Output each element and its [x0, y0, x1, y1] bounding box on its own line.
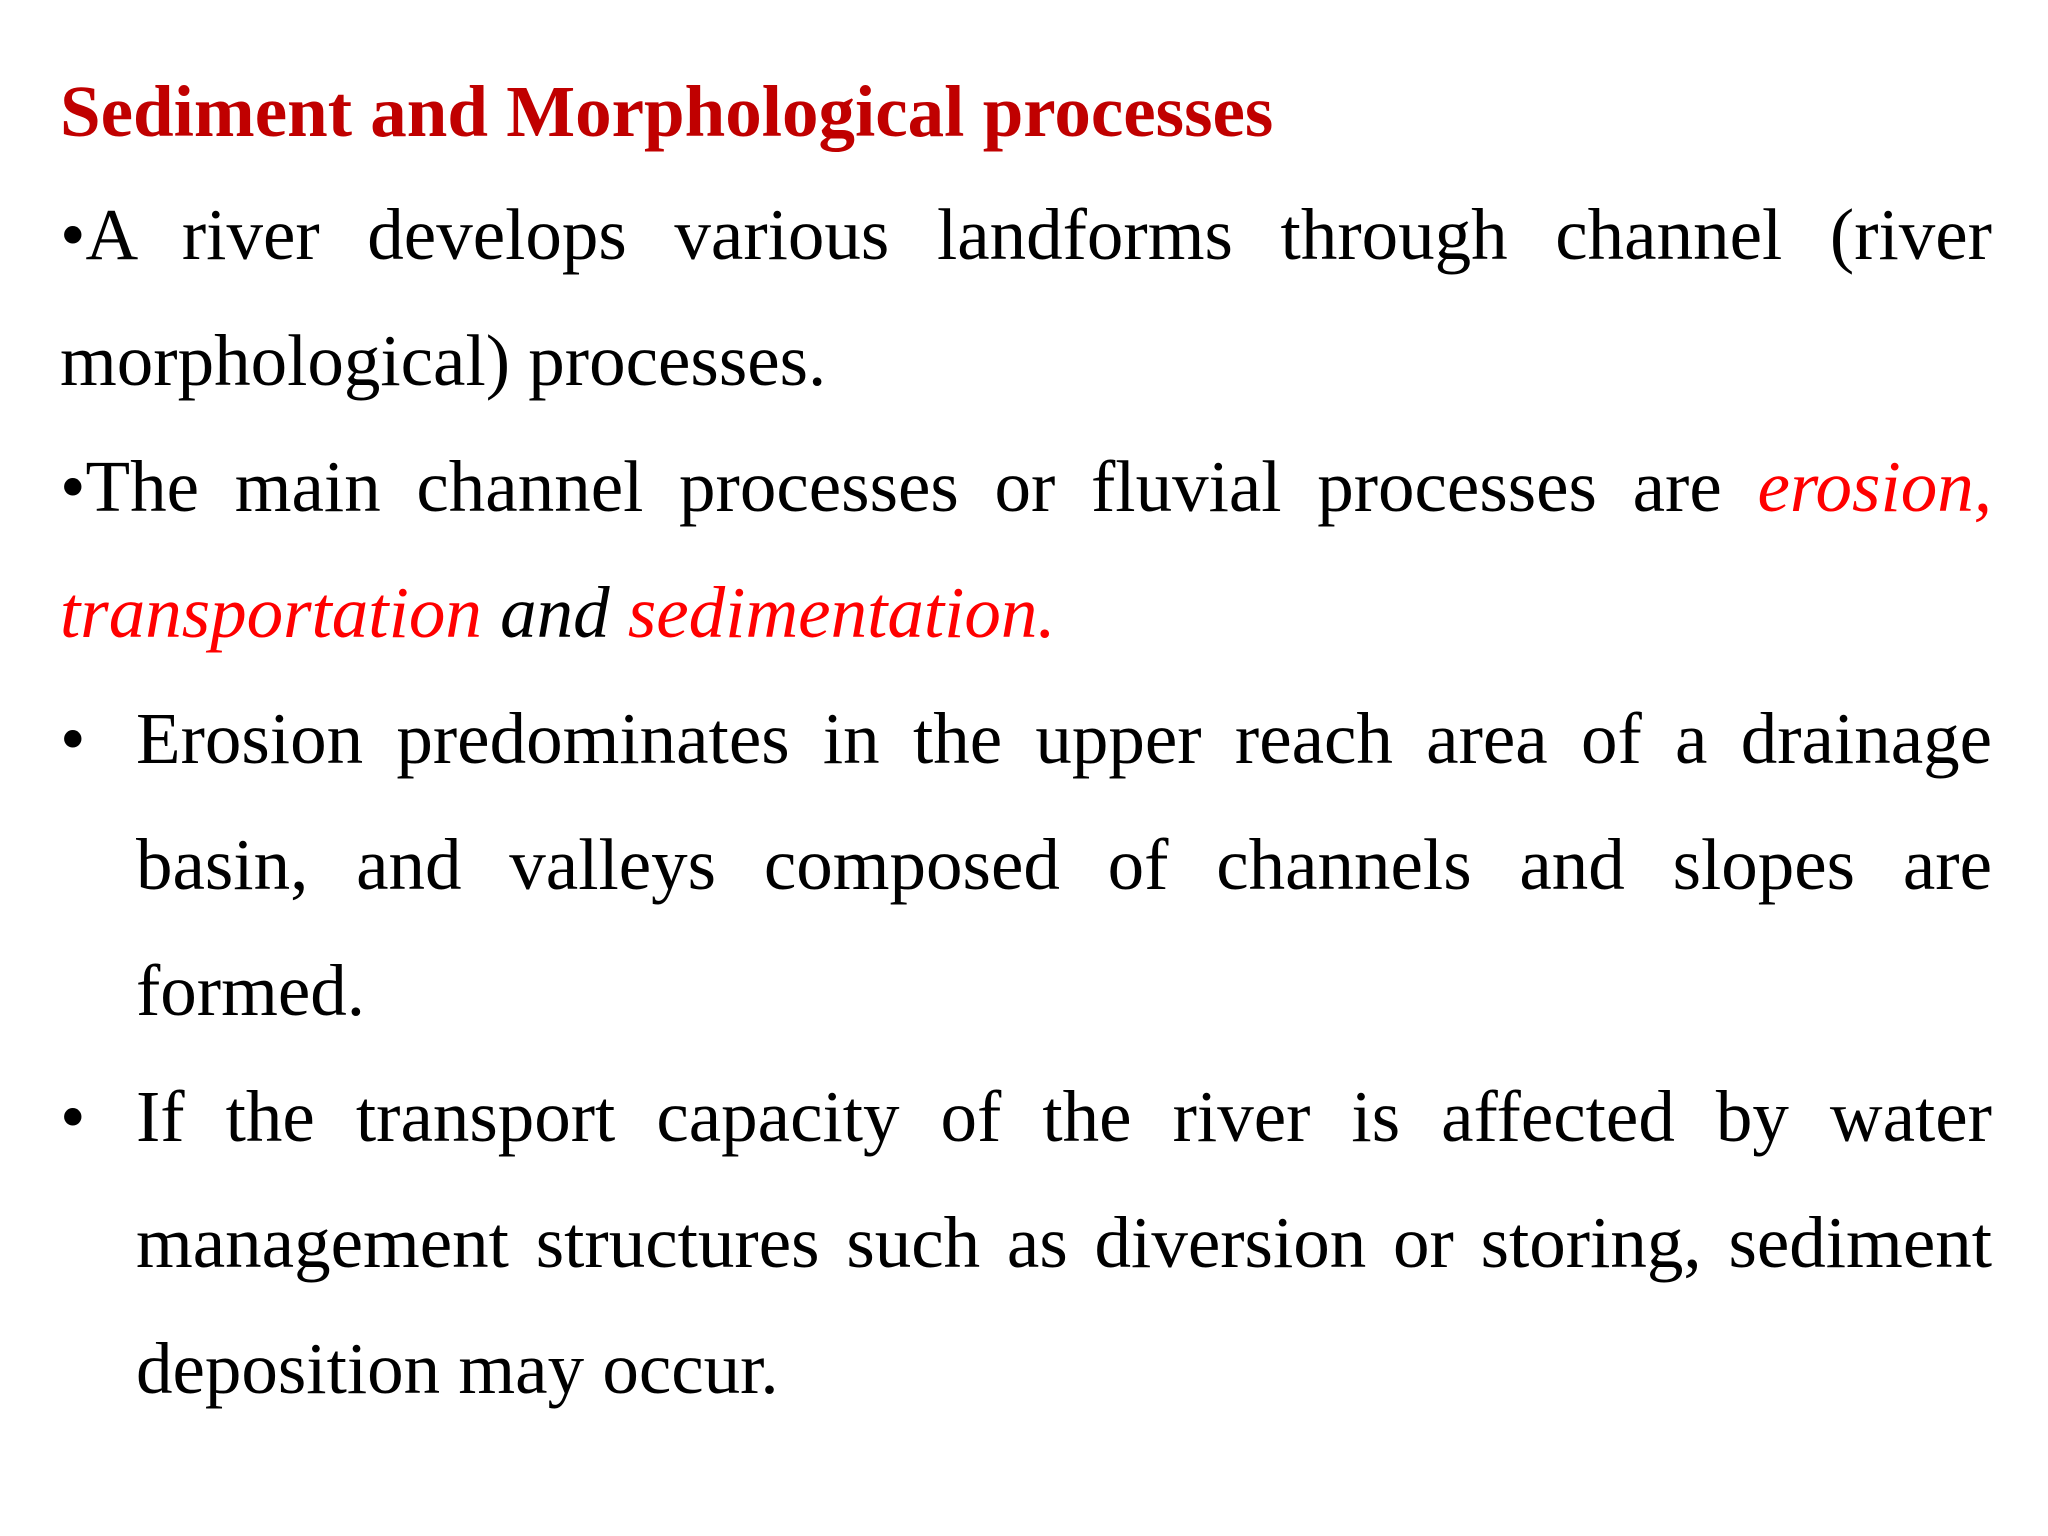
paragraph-channel-processes	[60, 424, 1992, 676]
emphasis-sedimentation: sedimentation.	[627, 572, 1056, 653]
connector-and: and	[481, 572, 628, 653]
bullet-erosion: •	[60, 698, 86, 779]
slide-title: Sediment and Morphological processes	[60, 71, 1274, 152]
paragraph-river-landforms: •A river develops various landforms through channel (river morphological) processes.	[60, 194, 1992, 401]
channel-processes-lead: •The main channel processes or fluvial processes are	[60, 446, 1758, 527]
bullet-transport-capacity: •	[60, 1076, 86, 1157]
paragraph-erosion: Erosion predominates in the upper reach area of a drainage basin, and valleys composed of channels and slopes are formed.	[136, 698, 1992, 1031]
emphasis-erosion-transportation: erosion, transportation	[60, 446, 1992, 653]
paragraph-transport-capacity: If the transport capacity of the river is affected by water management structures such as diversion or storing, sediment deposition may occur.	[136, 1076, 1992, 1409]
